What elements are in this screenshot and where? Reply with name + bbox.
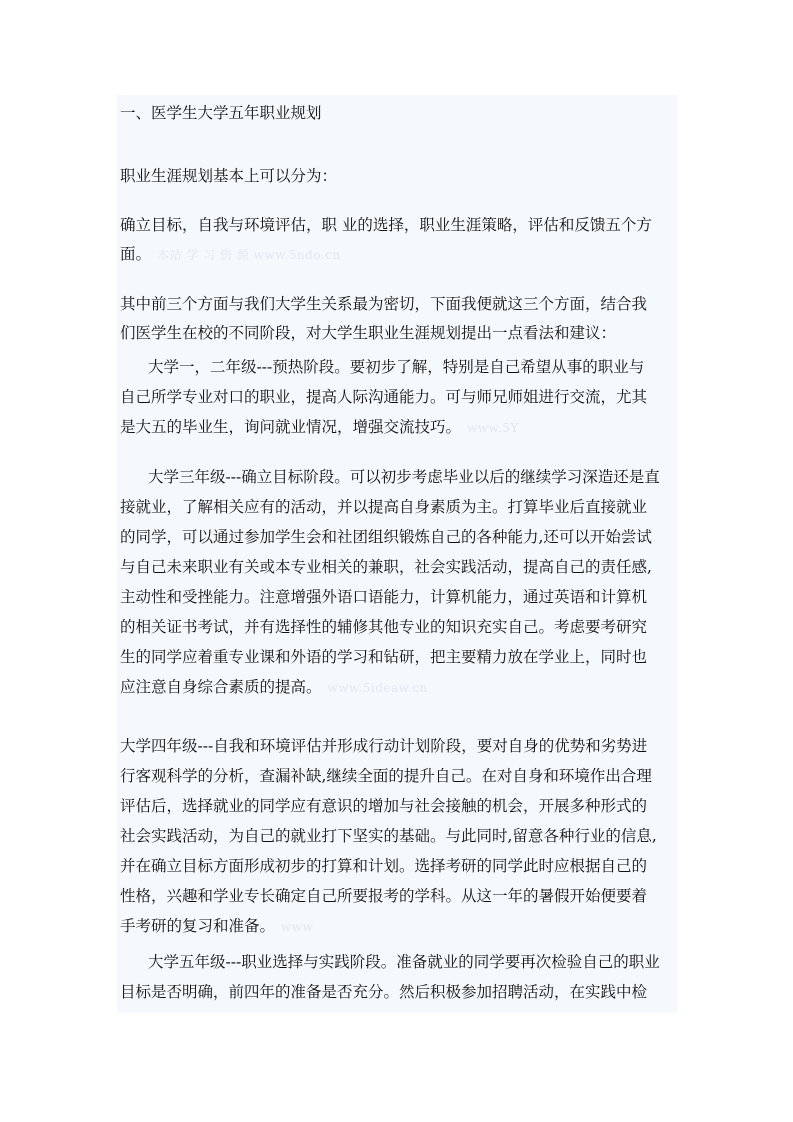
watermark-text: 本站 学 习 资 源 www.5ndo.cn [157,248,341,262]
document-body [117,95,677,1013]
paragraph-line: 生的同学应着重专业课和外语的学习和钻研，把主要精力放在学业上，同时也 [120,648,648,666]
paragraph-line: 行客观科学的分析，查漏补缺,继续全面的提升自己。在对自身和环境作出合理 [120,767,652,785]
paragraph-line: 目标是否明确，前四年的准备是否充分。然后积极参加招聘活动，在实践中检 [120,983,648,1001]
paragraph-line: 接就业，了解相关应有的活动，并以提高自身素质为主。打算毕业后直接就业 [120,498,648,516]
paragraph-line: 大学五年级---职业选择与实践阶段。准备就业的同学要再次检验自己的职业 [148,953,660,971]
paragraph-line: 与自己未来职业有关或本专业相关的兼职，社会实践活动，提高自己的责任感, [120,558,652,576]
paragraph-line: 大学三年级---确立目标阶段。可以初步考虑毕业以后的继续学习深造还是直 [148,468,660,486]
paragraph-line: 大学一，二年级---预热阶段。要初步了解，特别是自己希望从事的职业与 [148,358,645,376]
paragraph-line: 其中前三个方面与我们大学生关系最为密切，下面我便就这三个方面，结合我 [120,295,648,313]
paragraph-line: 们医学生在校的不同阶段，对大学生职业生涯规划提出一点看法和建议： [120,324,617,342]
paragraph-line: 面。 本站 学 习 资 源 www.5ndo.cn [120,245,341,263]
paragraph-line: 确立目标，自我与环境评估，职 业的选择，职业生涯策略，评估和反馈五个方 [120,216,652,234]
document-heading: 一、医学生大学五年职业规划 [120,104,322,122]
paragraph-intro: 职业生涯规划基本上可以分为： [120,167,338,185]
paragraph-line: 的相关证书考试，并有选择性的辅修其他专业的知识充实自己。考虑要考研究 [120,618,648,636]
paragraph-line: 评估后，选择就业的同学应有意识的增加与社会接触的机会，开展多种形式的 [120,797,648,815]
paragraph-line: 自己所学专业对口的职业，提高人际沟通能力。可与师兄师姐进行交流，尤其 [120,388,648,406]
paragraph-line: 大学四年级---自我和环境评估并形成行动计划阶段，要对自身的优势和劣势进 [120,737,648,755]
paragraph-line: 性格，兴趣和学业专长确定自己所要报考的学科。从这一年的暑假开始便要着 [120,887,648,905]
paragraph-line: 主动性和受挫能力。注意增强外语口语能力，计算机能力，通过英语和计算机 [120,588,648,606]
paragraph-line: 是大五的毕业生，询问就业情况，增强交流技巧。 www.5Y [120,418,519,436]
paragraph-line: 社会实践活动，为自己的就业打下坚实的基础。与此同时,留意各种行业的信息, [120,827,657,845]
paragraph-line: 并在确立目标方面形成初步的打算和计划。选择考研的同学此时应根据自己的 [120,857,648,875]
watermark-text: www.5ideaw.cn [327,681,428,695]
paragraph-line: 手考研的复习和准备。 www [120,917,314,935]
watermark-text: www [281,920,314,934]
paragraph-line: 应注意自身综合素质的提高。 www.5ideaw.cn [120,678,428,696]
watermark-text: www.5Y [467,421,519,435]
paragraph-line: 的同学，可以通过参加学生会和社团组织锻炼自己的各种能力,还可以开始尝试 [120,528,652,546]
